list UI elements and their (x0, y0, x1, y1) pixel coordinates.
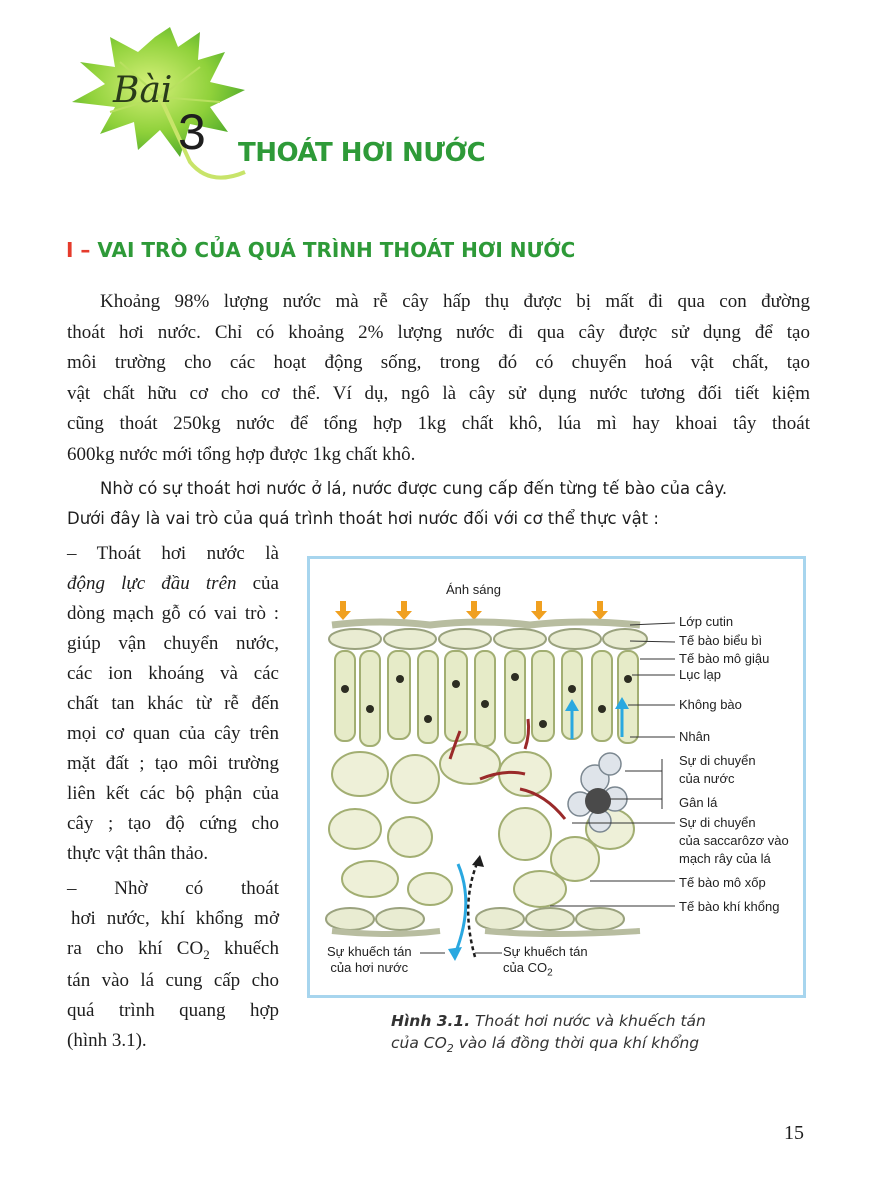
emphasis-text: động lực đầu trên (67, 573, 237, 594)
paragraph-2 (67, 474, 812, 534)
left-line: thực vật thân thảo. (67, 843, 209, 864)
co2-sub: 2 (203, 946, 210, 962)
paragraph-line: vật chất hữu cơ cho cơ thể. Ví dụ, ngô là cây sử dụng nước tương đối tiết kiệm (67, 382, 810, 404)
left-line: chất tan khác từ rễ đến (67, 693, 279, 714)
paragraph-1 (67, 287, 810, 470)
figure-label: Tế bào mô xốp (679, 875, 766, 890)
water-diffusion-line1: Sự khuếch tán (327, 944, 412, 959)
item2-first: – Nhờ có thoát (67, 878, 279, 899)
co2-diffusion-line2 (503, 960, 588, 982)
water-diffusion-line2: của hơi nước (330, 960, 409, 975)
left-line: quá trình quang hợp (67, 1000, 279, 1021)
paragraph-line: Nhờ có sự thoát hơi nước ở lá, nước được cung cấp đến từng tế bào của cây. (100, 479, 728, 498)
figure-label: Tế bào khí khổng (679, 899, 780, 914)
caption-after: vào lá đồng thời qua khí khổng (453, 1034, 700, 1052)
left-line (67, 878, 279, 900)
left-line: mọi cơ quan của cây trên (67, 723, 279, 744)
co2-diffusion-label (503, 944, 588, 982)
left-line: giúp vận chuyển nước, (67, 633, 279, 654)
paragraph-line: Dưới đây là vai trò của quá trình thoát hơi nước đối với cơ thể thực vật : (67, 509, 659, 528)
left-line: liên kết các bộ phận của (67, 783, 279, 804)
figure-label: Sự di chuyển (679, 815, 756, 830)
caption-co2: của CO (391, 1034, 447, 1052)
left-line: (hình 3.1). (67, 1030, 147, 1051)
caption-co2-sub: 2 (446, 1042, 454, 1056)
light-label: Ánh sáng (446, 582, 501, 597)
sun-arrow-icon (335, 601, 608, 620)
left-line: cây ; tạo độ cứng cho (67, 813, 279, 834)
caption-bold: Hình 3.1. (391, 1012, 471, 1030)
left-line-co2 (67, 938, 279, 963)
co2-diffusion-line1: Sự khuếch tán (503, 944, 588, 959)
water-diffusion-label (327, 944, 412, 976)
co2-diffusion-text: của CO (503, 960, 548, 975)
section-title-text: VAI TRÒ CỦA QUÁ TRÌNH THOÁT HƠI NƯỚC (97, 238, 576, 262)
caption-line1 (391, 1010, 706, 1032)
page-number: 15 (784, 1122, 804, 1144)
lesson-title: THOÁT HƠI NƯỚC (238, 138, 486, 168)
left-line: dòng mạch gỗ có vai trò : (67, 603, 279, 624)
left-line-emph (67, 573, 279, 595)
paragraph-line: môi trường cho các hoạt động sống, trong đó có chuyển hoá vật chất, tạo (67, 352, 810, 373)
figure-label: của saccarôzơ vào (679, 833, 789, 848)
paragraph-line: 600kg nước mới tổng hợp được 1kg chất khô. (67, 443, 416, 465)
figure-label: mạch rây của lá (679, 851, 771, 866)
figure-label: Không bào (679, 697, 742, 712)
section-dash: – (80, 238, 91, 262)
co2-text: ra cho khí CO (67, 938, 204, 959)
paragraph-line: Khoảng 98% lượng nước mà rễ cây hấp thụ được bị mất đi qua con đường (100, 291, 810, 312)
figure-label: Tế bào mô giậu (679, 651, 770, 666)
item1-first: – Thoát hơi nước là (67, 543, 279, 564)
section-title (66, 238, 575, 262)
co2-after: khuếch (209, 938, 279, 959)
section-number: I (66, 238, 74, 262)
left-line (67, 543, 279, 565)
left-line: tán vào lá cung cấp cho (67, 970, 279, 991)
left-line: mặt đất ; tạo môi trường (67, 753, 279, 774)
figure-label: Nhân (679, 729, 711, 744)
figure-label: của nước (679, 771, 735, 786)
paragraph-line: cũng thoát 250kg nước để tổng hợp 1kg chất khô, lúa mì hay khoai tây thoát (67, 413, 810, 434)
figure-label: Gân lá (679, 795, 718, 810)
figure-caption (391, 1010, 706, 1060)
figure-label: Sự di chuyển (679, 753, 756, 768)
left-line: hơi nước, khí khổng mở (71, 908, 279, 929)
lesson-number: 3 (178, 104, 206, 160)
figure-label: Lục lạp (679, 667, 721, 682)
left-line: các ion khoáng và các (67, 663, 279, 684)
figure-label: Lớp cutin (679, 614, 734, 629)
emphasis-after: của (252, 573, 279, 594)
lesson-word: Bài (113, 70, 173, 111)
paragraph-line: thoát hơi nước. Chỉ có khoảng 2% lượng nước đi qua cây được sử dụng để tạo (67, 321, 810, 343)
caption-text: Thoát hơi nước và khuếch tán (475, 1012, 706, 1030)
caption-line2 (391, 1032, 706, 1060)
co2-diffusion-sub: 2 (547, 967, 553, 979)
figure-label: Tế bào biểu bì (679, 633, 763, 648)
